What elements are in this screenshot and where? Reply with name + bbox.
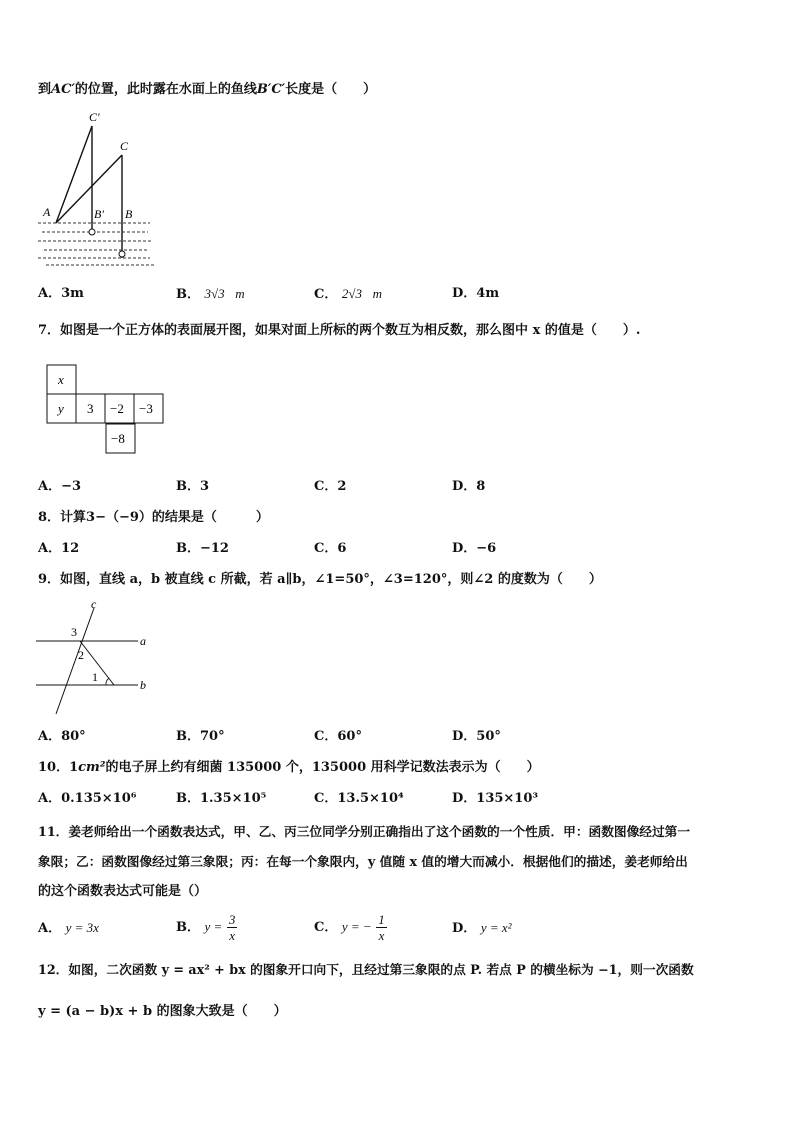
- q11-option-b-lhs: y =: [204, 919, 223, 934]
- q7-net-y: y: [58, 401, 64, 416]
- q12-stem-line-2: y = (a − b)x + b 的图象大致是（ ）: [38, 1004, 287, 1019]
- q7-option-d: D．8: [452, 479, 486, 494]
- q8-option-c: C．6: [314, 541, 347, 556]
- q6-label-c: C: [120, 139, 129, 153]
- q11-stem-line-3: 的这个函数表达式可能是（）: [38, 884, 208, 899]
- q6-option-a: A．3m: [38, 286, 84, 301]
- q11-option-b: [176, 912, 237, 943]
- q11-stem-line-2: 象限；乙：函数图像经过第三象限；丙：在每一个象限内，y 值随 x 值的增大而减小．根据他们的描述，姜老师给出: [38, 854, 688, 869]
- q10-option-d: D．135×10³: [452, 791, 539, 806]
- q9-figure: [34, 598, 152, 718]
- q9-label-c: c: [91, 598, 97, 611]
- q7-net-x: x: [58, 372, 64, 387]
- q6-float-bprime: [89, 229, 95, 235]
- q9-angle-arc-1: [106, 678, 109, 685]
- q11-option-c-denominator: x: [378, 928, 385, 943]
- q9-label-1: 1: [92, 670, 98, 684]
- q7-stem: 7．如图是一个正方体的表面展开图，如果对面上所标的两个数互为相反数，那么图中 x 的值是（ ）.: [38, 323, 641, 338]
- q9-label-a: a: [140, 634, 146, 648]
- q7-net-neg2: −2: [110, 401, 124, 416]
- q7-cube-net-bottom: [105, 423, 137, 455]
- q6-stem-mid: 的位置，此时露在水面上的鱼线: [74, 82, 257, 97]
- q11-option-c-numerator: 1: [378, 912, 385, 927]
- q6-label-a: A: [43, 205, 51, 219]
- q8-option-a: A．12: [38, 541, 80, 556]
- q9-label-2: 2: [78, 648, 84, 662]
- q11-option-c-fraction: [376, 912, 387, 943]
- q6-option-d: D．4m: [452, 286, 500, 301]
- q10-stem-pre: 10．1: [38, 760, 79, 775]
- q6-float-b: [119, 251, 125, 257]
- q6-label-b: B: [125, 207, 133, 221]
- q9-label-3: 3: [71, 625, 77, 639]
- q11-option-a: [38, 919, 99, 938]
- q9-stem: 9．如图，直线 a，b 被直线 c 所截，若 a∥b，∠1=50°，∠3=120°，则∠2 的度数为（ ）: [38, 572, 602, 587]
- q7-cube-net: [46, 364, 168, 426]
- q11-option-b-fraction: [227, 912, 238, 943]
- q8-option-d: D．−6: [452, 541, 497, 556]
- q11-option-c: [314, 912, 387, 943]
- q6-stem-bc: B′C′: [256, 82, 286, 97]
- q6-option-b-value: 3√3: [204, 286, 225, 301]
- q6-stem-post: 长度是（ ）: [285, 82, 377, 97]
- q6-figure: [34, 108, 164, 270]
- q6-option-b-unit: m: [235, 286, 245, 301]
- q8-option-b: B．−12: [176, 541, 229, 556]
- q11-stem-line-1: 11．姜老师给出一个函数表达式，甲、乙、丙三位同学分别正确指出了这个函数的一个性质．甲：函数图像经过第一: [38, 824, 691, 839]
- q6-option-b-label: B．: [176, 287, 200, 302]
- q6-line-a-cprime: [56, 126, 92, 223]
- q9-option-b: B．70°: [176, 729, 225, 744]
- q11-option-b-numerator: 3: [228, 912, 236, 927]
- q6-option-b: [176, 285, 245, 304]
- q11-option-b-label: B．: [176, 920, 200, 935]
- q10-stem-post: 的电子屏上约有细菌 135000 个，135000 用科学记数法表示为（ ）: [105, 760, 540, 775]
- q9-option-d: D．50°: [452, 729, 501, 744]
- q6-option-c-unit: m: [372, 286, 382, 301]
- q11-option-c-label: C．: [314, 920, 338, 935]
- q6-stem-ac: AC′: [51, 82, 75, 97]
- q11-option-c-lhs: y = −: [341, 919, 372, 934]
- q7-option-c: C．2: [314, 479, 347, 494]
- q11-option-d-label: D．: [452, 921, 477, 936]
- q7-option-b: B．3: [176, 479, 210, 494]
- q11-option-a-label: A．: [38, 921, 62, 936]
- q11-option-d: [452, 919, 512, 938]
- q6-water-lines: [38, 223, 154, 265]
- q10-stem-unit: cm²: [78, 760, 106, 775]
- q7-net-neg8: −8: [111, 431, 125, 446]
- q12-stem-line-1: 12．如图，二次函数 y = ax² + bx 的图象开口向下，且经过第三象限的点 P. 若点 P 的横坐标为 −1，则一次函数: [38, 962, 694, 977]
- q11-option-a-expr: y = 3x: [65, 920, 99, 935]
- q9-option-a: A．80°: [38, 729, 86, 744]
- q11-option-b-denominator: x: [229, 928, 235, 943]
- q11-option-d-expr: y = x²: [480, 920, 512, 935]
- q6-line-a-c: [56, 155, 122, 223]
- q6-label-bprime: B′: [94, 207, 104, 221]
- q6-label-cprime: C′: [89, 110, 100, 124]
- q6-option-c: [314, 285, 382, 304]
- q6-stem-pre: 到: [38, 82, 52, 97]
- q10-option-c: C．13.5×10⁴: [314, 791, 404, 806]
- q9-line-c: [56, 608, 94, 714]
- q9-label-b: b: [140, 678, 146, 692]
- q6-option-c-value: 2√3: [341, 286, 363, 301]
- q10-stem: [38, 759, 540, 777]
- q10-option-a: A．0.135×10⁶: [38, 791, 137, 806]
- q7-option-a: A．−3: [38, 479, 82, 494]
- q10-option-b: B．1.35×10⁵: [176, 791, 267, 806]
- q8-stem: 8．计算3−（−9）的结果是（ ）: [38, 510, 269, 525]
- q6-option-c-label: C．: [314, 287, 338, 302]
- q7-net-3: 3: [87, 401, 94, 416]
- q7-net-neg3: −3: [139, 401, 153, 416]
- q6-stem: [38, 81, 376, 99]
- q9-option-c: C．60°: [314, 729, 362, 744]
